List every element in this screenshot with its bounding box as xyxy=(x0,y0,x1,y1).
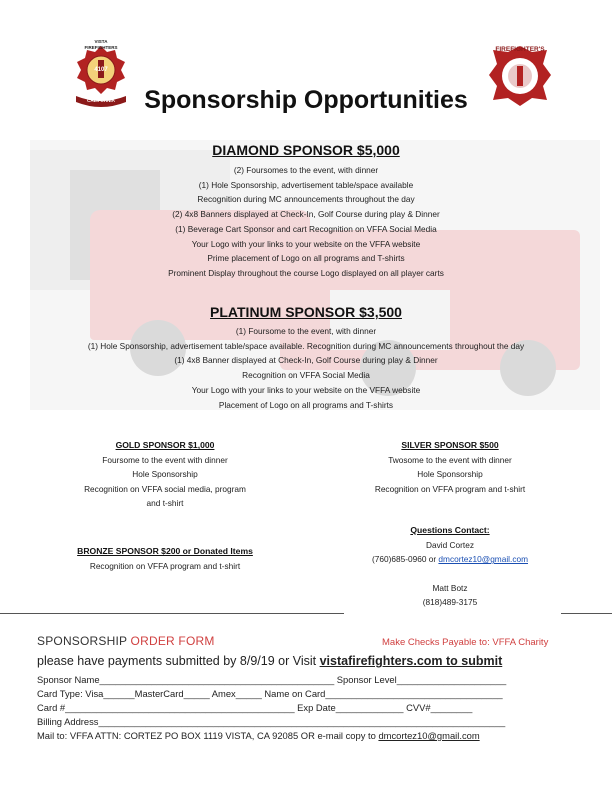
diamond-line: Recognition during MC announcements throughout the day xyxy=(197,194,415,205)
gold-line: Foursome to the event with dinner xyxy=(102,454,228,465)
logo-text-top: VISTA xyxy=(94,39,108,44)
card-type-row[interactable]: Card Type: Visa______MasterCard_____ Amex_____ Name on Card__________________________________ xyxy=(37,688,503,699)
gold-section xyxy=(40,438,290,511)
order-form-title-plain: SPONSORSHIP xyxy=(37,634,131,648)
platinum-line: (1) Hole Sponsorship, advertisement table/space available. Recognition during MC announcements throughout the day xyxy=(87,340,525,351)
gold-heading: GOLD SPONSOR $1,000 xyxy=(115,440,215,450)
page-title: Sponsorship Opportunities xyxy=(144,86,468,114)
silver-line: Recognition on VFFA program and t-shirt xyxy=(374,483,526,494)
platinum-heading: PLATINUM SPONSOR $3,500 xyxy=(210,304,402,320)
diamond-line: Prime placement of Logo on all programs and T-shirts xyxy=(207,253,405,264)
order-form-title-red: ORDER FORM xyxy=(130,634,215,648)
contact-heading: Questions Contact: xyxy=(410,525,490,535)
website-link[interactable]: vistafirefighters.com to submit xyxy=(319,654,503,668)
silver-section xyxy=(330,438,570,496)
gold-line: Hole Sponsorship xyxy=(132,469,198,480)
platinum-line: Placement of Logo on all programs and T-shirts xyxy=(218,399,394,410)
contact-phone-1: (760)685-0960 or xyxy=(372,554,439,565)
platinum-line: (1) 4x8 Banner displayed at Check-In, Golf Course during play & Dinner xyxy=(174,355,438,366)
payment-deadline-text: please have payments submitted by 8/9/19 or Visit xyxy=(37,654,320,668)
silver-heading: SILVER SPONSOR $500 xyxy=(401,440,499,450)
contact-section xyxy=(330,523,570,610)
platinum-line: Recognition on VFFA Social Media xyxy=(242,370,370,381)
diamond-line: (1) Hole Sponsorship, advertisement table/space available xyxy=(198,179,414,190)
diamond-line: (2) 4x8 Banners displayed at Check-In, Golf Course during play & Dinner xyxy=(172,209,440,220)
bronze-section xyxy=(40,544,290,573)
diamond-section xyxy=(0,140,612,281)
sponsor-name-row[interactable]: Sponsor Name_____________________________________________ Sponsor Level_____________________ xyxy=(37,674,507,685)
divider-right xyxy=(561,613,612,614)
diamond-heading: DIAMOND SPONSOR $5,000 xyxy=(212,142,400,158)
silver-line: Hole Sponsorship xyxy=(417,469,483,480)
silver-line: Twosome to the event with dinner xyxy=(388,454,512,465)
contact-name-2: Matt Botz xyxy=(432,582,468,593)
logo-right-text: FIREFIGHTER'S xyxy=(495,46,545,53)
diamond-line: (2) Foursomes to the event, with dinner xyxy=(233,165,379,175)
payment-deadline-line xyxy=(37,654,502,668)
mail-to-email-link[interactable]: dmcortez10@gmail.com xyxy=(378,730,480,741)
logo-number: 4107 xyxy=(94,67,108,73)
contact-name-1: David Cortez xyxy=(426,539,474,550)
mail-to-row xyxy=(37,730,480,741)
gold-line: and t-shirt xyxy=(146,498,184,509)
diamond-line: (1) Beverage Cart Sponsor and cart Recognition on VFFA Social Media xyxy=(175,223,437,234)
contact-phone-2: (818)489-3175 xyxy=(422,597,478,608)
bronze-heading: BRONZE SPONSOR $200 or Donated Items xyxy=(77,546,253,556)
logo-text-bottom: CALIFORNIA xyxy=(87,98,115,103)
mail-to-text: Mail to: VFFA ATTN: CORTEZ PO BOX 1119 VISTA, CA 92085 OR e-mail copy to xyxy=(37,730,379,741)
contact-phone-email-1 xyxy=(330,552,570,567)
bronze-line: Recognition on VFFA program and t-shirt xyxy=(89,560,241,571)
card-number-row[interactable]: Card #____________________________________________ Exp Date_____________ CVV#________ xyxy=(37,702,473,713)
platinum-line: (1) Foursome to the event, with dinner xyxy=(235,326,377,336)
order-form-title xyxy=(37,634,215,648)
diamond-line: Prominent Display throughout the course Logo displayed on all player carts xyxy=(168,267,444,278)
contact-email-link[interactable]: dmcortez10@gmail.com xyxy=(438,554,528,565)
billing-address-row[interactable]: Billing Address______________________________________________________________________________ xyxy=(37,716,506,727)
gold-line: Recognition on VFFA social media, program xyxy=(84,483,246,494)
platinum-line: Your Logo with your links to your website on the VFFA website xyxy=(191,384,421,395)
logo-text-mid: FIREFIGHTERS xyxy=(84,45,118,50)
platinum-section xyxy=(0,302,612,412)
checks-payable-note: Make Checks Payable to: VFFA Charity xyxy=(382,637,549,648)
divider-left xyxy=(0,613,344,614)
diamond-line: Your Logo with your links to your website on the VFFA website xyxy=(191,238,421,249)
